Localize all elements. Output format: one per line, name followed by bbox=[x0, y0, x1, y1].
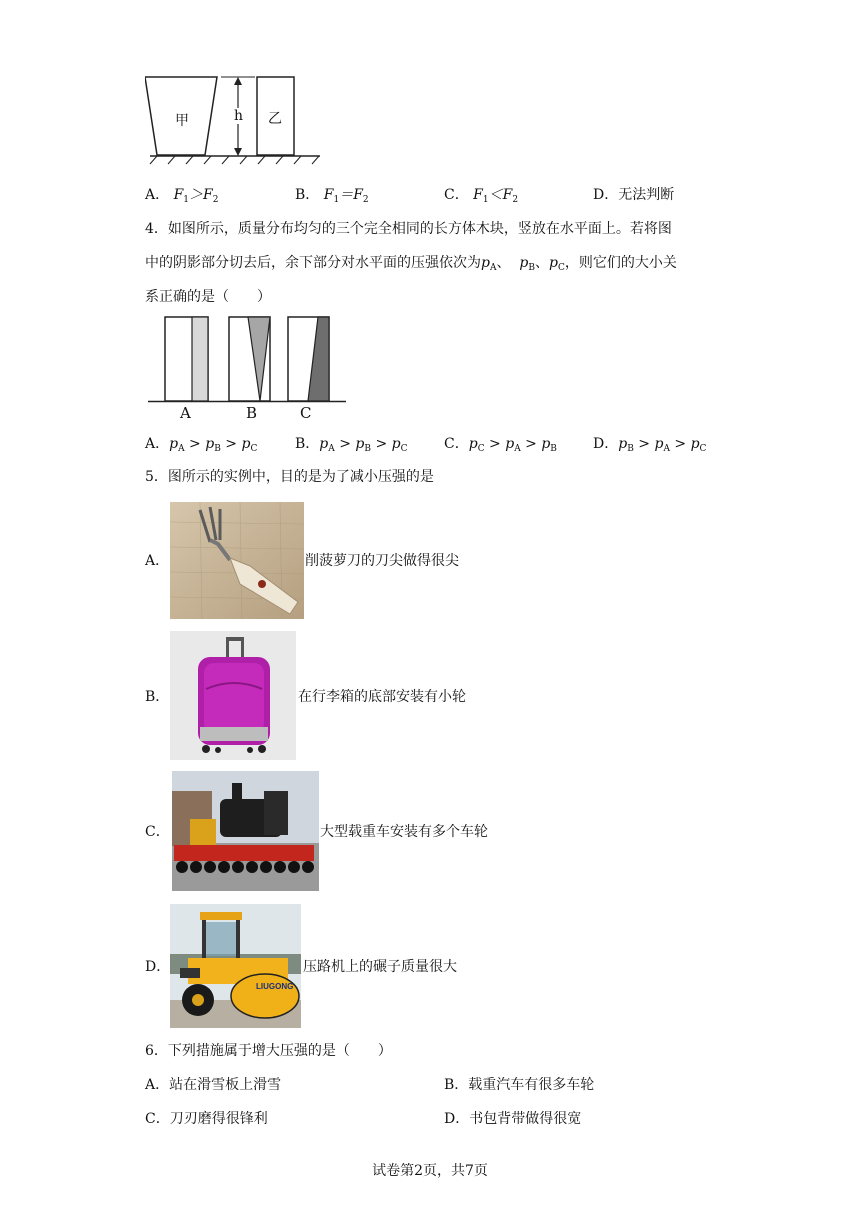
q6-stem: 6．下列措施属于增大压强的是（ ） bbox=[145, 1043, 392, 1059]
q4-option-b[interactable]: B．$p_A > p_B > p_C$ bbox=[295, 436, 408, 454]
q5-option-d-text[interactable]: 压路机上的碾子质量很大 bbox=[303, 959, 457, 975]
q5-option-d-letter[interactable]: D． bbox=[145, 959, 171, 975]
roller-brand-logo: LIUGONG bbox=[256, 982, 294, 991]
label-h: h bbox=[234, 108, 244, 124]
suitcase-photo bbox=[170, 631, 296, 760]
q5-option-c-letter[interactable]: C． bbox=[145, 824, 170, 840]
q5-option-b-letter[interactable]: B． bbox=[145, 689, 170, 705]
q4-stem-line3: 系正确的是（ ） bbox=[145, 289, 271, 305]
pineapple-knife-photo bbox=[170, 502, 304, 619]
block-a-shaded bbox=[192, 317, 208, 401]
q5-stem: 5．图所示的实例中，目的是为了减小压强的是 bbox=[145, 469, 434, 485]
q3-option-a[interactable]: A． $F_1>F_2$ bbox=[145, 187, 219, 205]
q6-option-c[interactable]: C．刀刃磨得很锋利 bbox=[145, 1111, 268, 1127]
q3-option-c[interactable]: C． $F_1<F_2$ bbox=[444, 187, 519, 205]
label-yi: 乙 bbox=[268, 111, 282, 127]
figure-blocks-abc bbox=[148, 312, 348, 404]
block-label-c: C bbox=[300, 404, 312, 422]
q4-stem-line1: 4．如图所示，质量分布均匀的三个完全相同的长方体木块，竖放在水平面上。若将图 bbox=[145, 221, 672, 237]
q4-option-c[interactable]: C．$p_C > p_A > p_B$ bbox=[444, 436, 557, 454]
q5-option-a-letter[interactable]: A． bbox=[145, 553, 170, 569]
q5-option-c-text[interactable]: 大型载重车安装有多个车轮 bbox=[320, 824, 488, 840]
q6-option-a[interactable]: A．站在滑雪板上滑雪 bbox=[145, 1077, 282, 1093]
block-label-a: A bbox=[180, 404, 191, 422]
q3-option-b[interactable]: B． $F_1=F_2$ bbox=[295, 187, 369, 205]
q5-option-a-text[interactable]: 削菠萝刀的刀尖做得很尖 bbox=[305, 553, 459, 569]
road-roller-photo bbox=[170, 904, 301, 1028]
page-footer: 试卷第2页，共7页 bbox=[372, 1163, 488, 1179]
label-jia: 甲 bbox=[175, 113, 189, 129]
q4-option-a[interactable]: A．$p_A > p_B > p_C$ bbox=[145, 436, 258, 454]
q5-option-b-text[interactable]: 在行李箱的底部安装有小轮 bbox=[298, 689, 466, 705]
block-label-b: B bbox=[246, 404, 258, 422]
q6-option-b[interactable]: B．载重汽车有很多车轮 bbox=[444, 1077, 595, 1093]
q4-option-d[interactable]: D．$p_B > p_A > p_C$ bbox=[593, 436, 707, 454]
heavy-truck-photo bbox=[172, 771, 319, 891]
q4-stem-line2: 中的阴影部分切去后，余下部分对水平面的压强依次为$p_A$、 $p_B$、$p_C$，则它们的大小关 bbox=[145, 255, 677, 273]
q6-option-d[interactable]: D．书包背带做得很宽 bbox=[444, 1111, 582, 1127]
q3-option-d[interactable]: D．无法判断 bbox=[593, 187, 675, 203]
